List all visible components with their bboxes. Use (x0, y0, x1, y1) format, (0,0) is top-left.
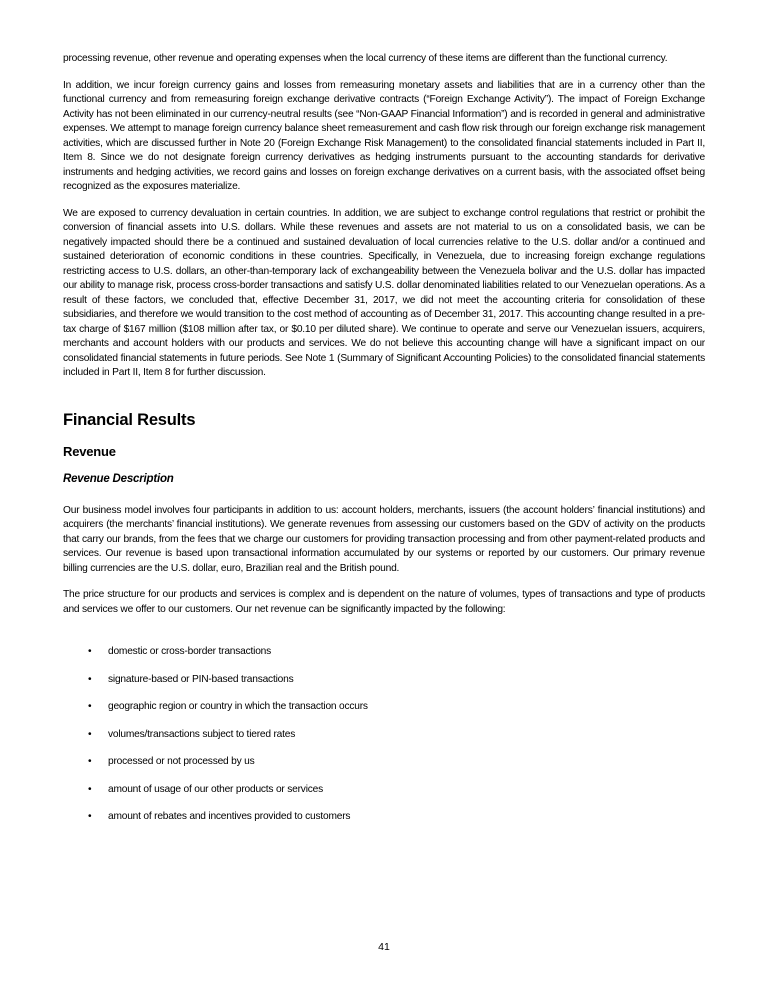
list-item (63, 645, 705, 660)
paragraph-currency-devaluation: We are exposed to currency devaluation in certain countries. In addition, we are subject to exchange control regulations that restrict or prohibit the conversion of financial assets into U.S. dollars. While these revenues and assets are not material to us on a consolidated basis, we can be negatively impacted should there be a continued and sustained devaluation of local currencies relative to the U.S. dollar and/or a continued and sustained deterioration of economic conditions in these countries. Specifically, in Venezuela, due to increasing foreign exchange regulations restricting access to U.S. dollars, an other-than-temporary lack of exchangeability between the Venezuela bolivar and the U.S. dollar has impacted our ability to manage risk, process cross-border transactions and satisfy U.S. dollar denominated liabilities related to our Venezuelan operations. As a result of these factors, we concluded that, effective December 31, 2017, we did not meet the accounting criteria for consolidation of these subsidiaries, and therefore we would transition to the cost method of accounting as of December 31, 2017. This accounting change resulted in a pre-tax charge of $167 million ($108 million after tax, or $0.10 per diluted share). We continue to operate and serve our Venezuelan issuers, acquirers, merchants and account holders with our products and services. We do not believe this accounting change will have a significant impact on our consolidated financial statements in future periods. See Note 1 (Summary of Significant Accounting Policies) to the consolidated financial statements included in Part II, Item 8 for further discussion. (63, 207, 705, 378)
bullet-icon: • (88, 728, 92, 740)
paragraph-foreign-exchange-activity: In addition, we incur foreign currency gains and losses from remeasuring monetary assets and liabilities that are in a currency other than the functional currency and from remeasuring foreign exchange derivative contracts (“Foreign Exchange Activity”). The impact of Foreign Exchange Activity has not been eliminated in our currency-neutral results (see “Non-GAAP Financial Information”) and is recorded in general and administrative expenses. We attempt to manage foreign currency balance sheet remeasurement and cash flow risk through our foreign exchange risk management activities, which are discussed further in Note 20 (Foreign Exchange Risk Management) to the consolidated financial statements included in Part II, Item 8. Since we do not designate foreign currency derivatives as hedging instruments pursuant to the accounting standards for derivative instruments and hedging activities, we record gains and losses on foreign exchange derivatives on a current basis, with the associated offset being recognized as the exposures materialize. (63, 79, 705, 192)
list-item (63, 728, 705, 743)
bullet-icon: • (88, 701, 92, 712)
paragraph-continuation: processing revenue, other revenue and operating expenses when the local currency of these items are different than the functional currency. (63, 53, 668, 64)
subsection-heading-revenue: Revenue (63, 443, 116, 459)
bullet-icon: • (88, 811, 92, 822)
paragraph-business-model: Our business model involves four participants in addition to us: account holders, merchants, issuers (the account holders’ financial institutions) and acquirers (the merchants’ financial institutions). We generate revenues from assessing our customers based on the GDV of activity on the products that carry our brands, from the fees that we charge our customers for providing transaction processing and from other payment-related products and services. Our revenue is based upon transactional information accumulated by our systems or reported by our customers. Our primary revenue billing currencies are the U.S. dollar, euro, Brazilian real and the British pound. (63, 504, 705, 574)
list-item-text: amount of usage of our other products or services (108, 783, 324, 795)
list-item-text: domestic or cross-border transactions (108, 646, 272, 657)
bullet-icon: • (88, 646, 92, 657)
list-item-text: signature-based or PIN-based transactions (108, 673, 294, 685)
list-item-text: geographic region or country in which the transaction occurs (108, 701, 368, 712)
bullet-icon: • (88, 756, 92, 767)
list-item (63, 700, 705, 715)
page-number: 41 (378, 941, 390, 953)
list-item-text: processed or not processed by us (108, 756, 255, 767)
list-item (63, 673, 705, 688)
block-heading-revenue-description: Revenue Description (63, 472, 174, 485)
list-item (63, 783, 705, 798)
paragraph-price-structure: The price structure for our products and services is complex and is dependent on the nature of volumes, types of transactions and type of products and services we offer to our customers. Our net revenue can be significantly impacted by the following: (63, 589, 705, 615)
list-item (63, 810, 705, 825)
section-heading-financial-results: Financial Results (63, 410, 196, 429)
bullet-icon: • (88, 673, 92, 685)
list-item-text: volumes/transactions subject to tiered rates (108, 728, 296, 740)
list-item (63, 755, 705, 770)
bullet-list (63, 645, 705, 838)
list-item-text: amount of rebates and incentives provided to customers (108, 811, 351, 822)
bullet-icon: • (88, 783, 92, 795)
